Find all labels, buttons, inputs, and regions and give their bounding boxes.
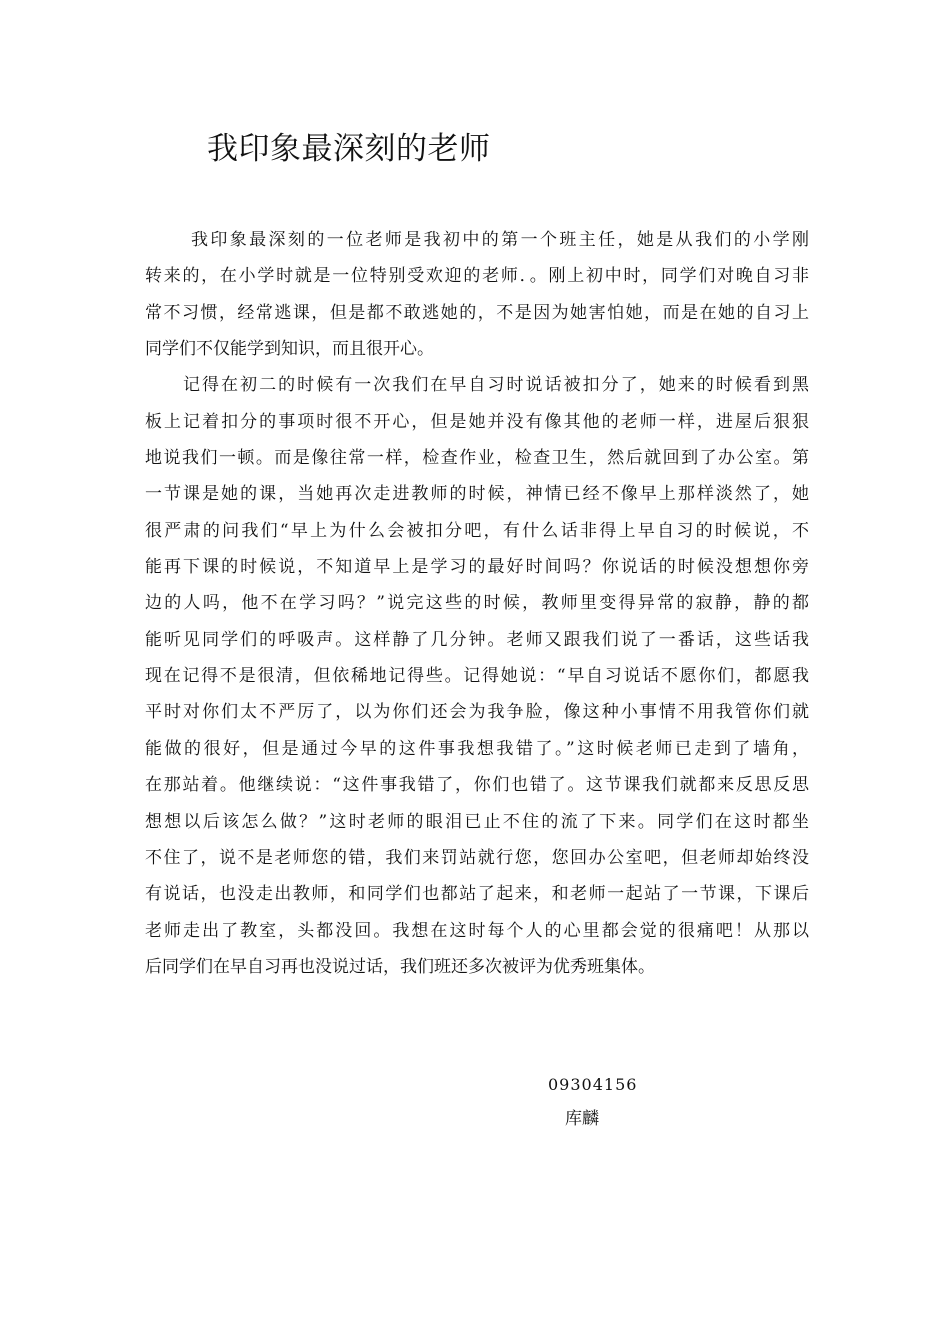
paragraph-2-line-5: 很严肃的问我们“早上为什么会被扣分吧，有什么话非得上早自习的时候说，不 xyxy=(145,520,809,541)
paragraph-2-line-2: 板上记着扣分的事项时很不开心，但是她并没有像其他的老师一样，进屋后狠狠 xyxy=(145,411,809,432)
paragraph-2-line-12: 在那站着。他继续说：“这件事我错了，你们也错了。这节课我们就都来反思反思 xyxy=(145,775,809,796)
paragraph-2-line-7: 边的人吗，他不在学习吗？”说完这些的时候，教师里变得异常的寂静，静的都 xyxy=(145,593,809,614)
paragraph-2-line-14: 不住了，说不是老师您的错，我们来罚站就行您，您回办公室吧，但老师却始终没 xyxy=(145,847,809,868)
paragraph-2-line-13: 想想以后该怎么做？”这时老师的眼泪已止不住的流了下来。同学们在这时都坐 xyxy=(145,811,809,832)
paragraph-2-line-11: 能做的很好，但是通过今早的这件事我想我错了。”这时候老师已走到了墙角， xyxy=(145,738,809,759)
author-name: 库麟 xyxy=(565,1109,599,1129)
paragraph-2-line-6: 能再下课的时候说，不知道早上是学习的最好时间吗？你说话的时候没想想你旁 xyxy=(145,557,809,578)
paragraph-1-line-3: 常不习惯，经常逃课，但是都不敢逃她的，不是因为她害怕她，而是在她的自习上 xyxy=(145,302,809,323)
essay-title: 我印象最深刻的老师 xyxy=(207,131,491,167)
paragraph-1-line-2: 转来的，在小学时就是一位特别受欢迎的老师．。刚上初中时，同学们对晚自习非 xyxy=(145,266,809,287)
essay-body xyxy=(145,222,809,985)
paragraph-2-line-10: 平时对你们太不严厉了，以为你们还会为我争脸，像这种小事情不用我管你们就 xyxy=(145,702,809,723)
paragraph-2-line-8: 能听见同学们的呼吸声。这样静了几分钟。老师又跟我们说了一番话，这些话我 xyxy=(145,629,809,650)
paragraph-2-line-17: 后同学们在早自习再也没说过话，我们班还多次被评为优秀班集体。 xyxy=(145,956,655,977)
paragraph-2-line-4: 一节课是她的课，当她再次走进教师的时候，神情已经不像早上那样淡然了，她 xyxy=(145,484,809,505)
paragraph-1-line-1: 我印象最深刻的一位老师是我初中的第一个班主任，她是从我们的小学刚 xyxy=(191,230,809,250)
paragraph-2-line-15: 有说话，也没走出教师，和同学们也都站了起来，和老师一起站了一节课，下课后 xyxy=(145,884,809,905)
paragraph-2-line-1: 记得在初二的时候有一次我们在早自习时说话被扣分了，她来的时候看到黑 xyxy=(183,375,809,396)
paragraph-1-line-4: 同学们不仅能学到知识，而且很开心。 xyxy=(145,339,434,360)
student-id: 09304156 xyxy=(548,1075,638,1094)
paragraph-2-line-3: 地说我们一顿。而是像往常一样，检查作业，检查卫生，然后就回到了办公室。第 xyxy=(145,448,809,469)
paragraph-2-line-16: 老师走出了教室，头都没回。我想在这时每个人的心里都会觉的很痛吧！从那以 xyxy=(145,920,809,941)
paragraph-2-line-9: 现在记得不是很清，但依稀地记得些。记得她说：“早自习说话不愿你们，都愿我 xyxy=(145,666,809,687)
